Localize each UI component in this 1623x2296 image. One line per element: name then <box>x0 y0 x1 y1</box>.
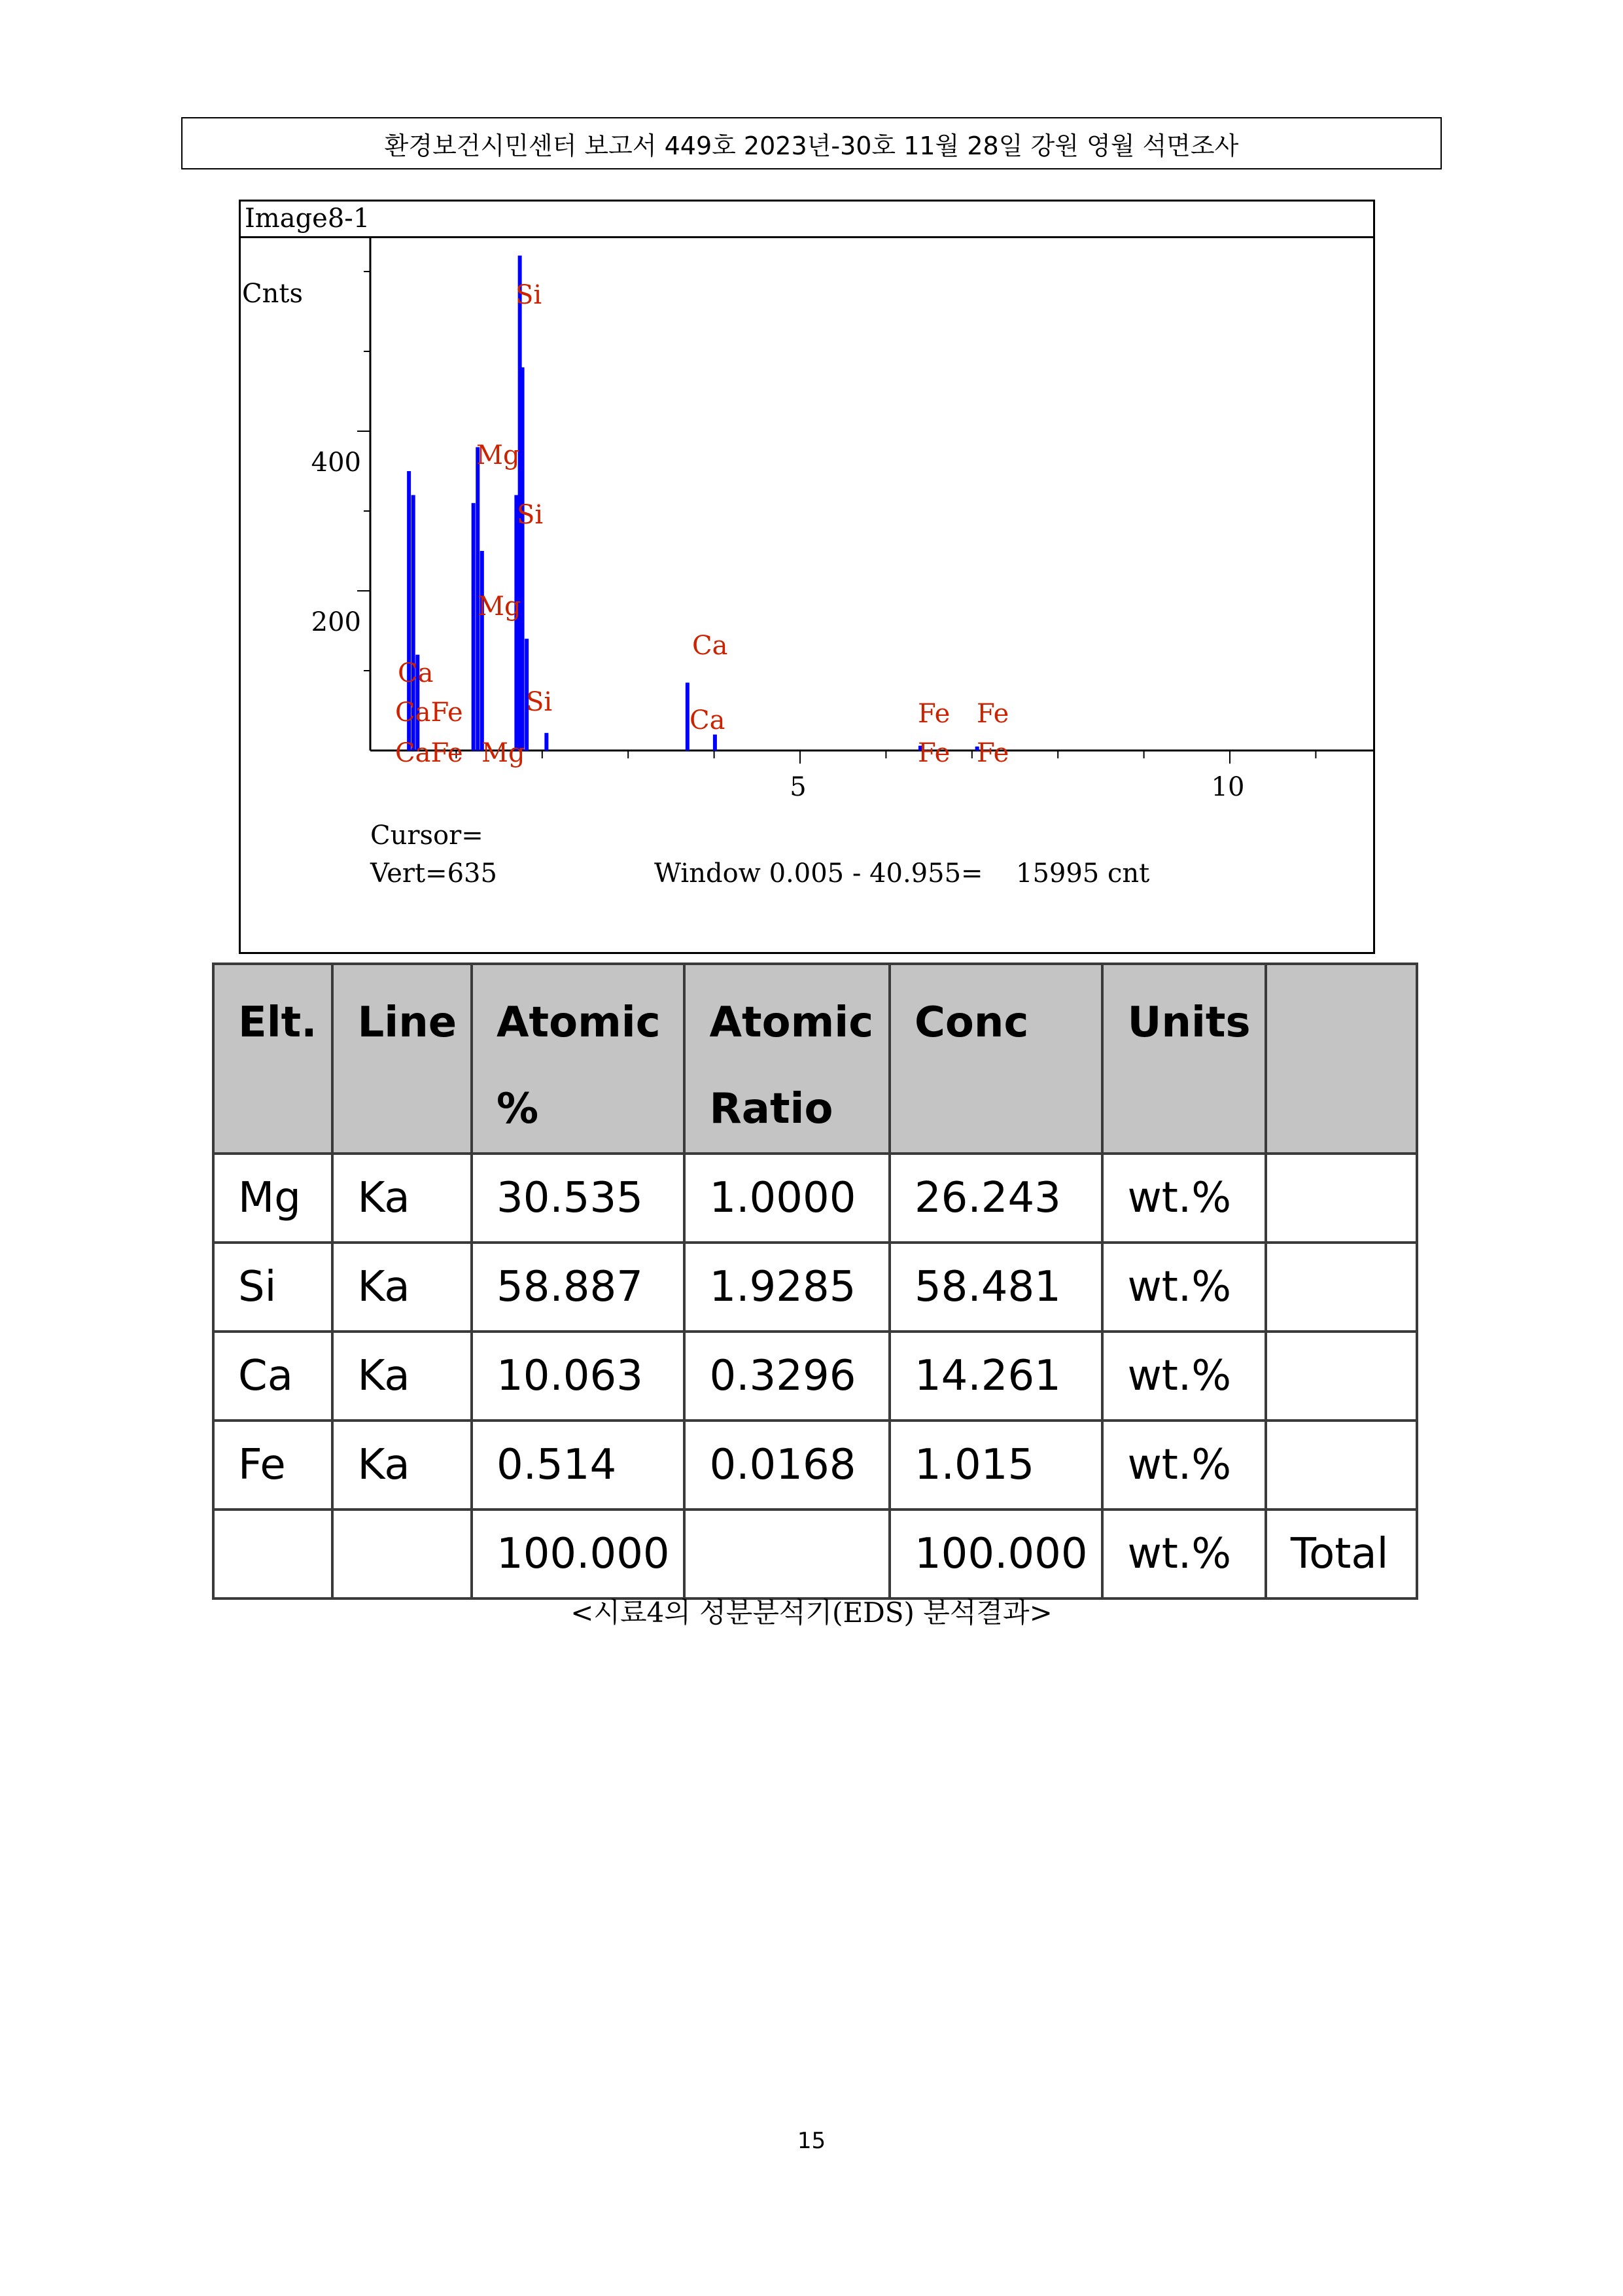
element-label: Si <box>517 500 544 530</box>
x-tick-label-5: 5 <box>790 772 807 802</box>
element-label: Fe <box>977 699 1009 729</box>
table-cell <box>1266 1243 1417 1332</box>
table-row-total <box>213 1510 1417 1598</box>
element-label: Si <box>515 280 542 310</box>
figure-title: Image8-1 <box>241 202 1373 238</box>
table-cell: Ca <box>213 1332 332 1421</box>
table-cell: Si <box>213 1243 332 1332</box>
column-header: Atomic Ratio <box>684 964 889 1154</box>
element-label: Si <box>526 687 553 717</box>
table-row <box>213 1332 1417 1421</box>
spectrum-peak <box>713 735 717 751</box>
table-cell <box>1266 1421 1417 1510</box>
x-tick-label-10: 10 <box>1211 772 1245 802</box>
cursor-label: Cursor= <box>370 821 483 851</box>
table-cell: 58.887 <box>472 1243 685 1332</box>
table-cell: 14.261 <box>890 1332 1103 1421</box>
element-label: Mg <box>476 440 520 470</box>
element-label: Fe <box>918 699 951 729</box>
column-header: Conc <box>890 964 1103 1154</box>
table-cell: Ka <box>332 1332 472 1421</box>
table-cell: wt.% <box>1102 1510 1265 1598</box>
x-axis-ticks <box>456 751 1316 764</box>
table-cell: 0.0168 <box>684 1421 889 1510</box>
element-label: Mg <box>481 738 525 768</box>
spectrum-peak <box>686 682 689 751</box>
table-cell: 100.000 <box>472 1510 685 1598</box>
element-label: CaFe <box>395 698 463 728</box>
element-label: Ca <box>398 658 434 688</box>
window-label: Window 0.005 - 40.955= <box>654 858 983 889</box>
table-cell: Ka <box>332 1243 472 1332</box>
table-cell <box>1266 1154 1417 1243</box>
eds-spectrum-chart <box>241 238 1373 954</box>
column-header: Units <box>1102 964 1265 1154</box>
vert-label: Vert=635 <box>370 858 497 889</box>
table-cell: 100.000 <box>890 1510 1103 1598</box>
element-label: Ca <box>692 631 728 661</box>
count-label: 15995 cnt <box>1016 858 1150 889</box>
table-cell <box>213 1510 332 1598</box>
table-cell: Mg <box>213 1154 332 1243</box>
spectrum-peaks <box>407 256 979 751</box>
y-unit-label: Cnts <box>242 279 303 309</box>
table-cell: 0.3296 <box>684 1332 889 1421</box>
table-cell: 26.243 <box>890 1154 1103 1243</box>
figure-caption: <시료4의 성분분석기(EDS) 분석결과> <box>570 1597 1053 1629</box>
page-number: 15 <box>797 2128 826 2154</box>
table-cell: 0.514 <box>472 1421 685 1510</box>
column-header: Elt. <box>213 964 332 1154</box>
table-cell: 1.015 <box>890 1421 1103 1510</box>
report-header <box>181 117 1442 169</box>
table-cell <box>332 1510 472 1598</box>
table-cell: Ka <box>332 1421 472 1510</box>
eds-spectrum-figure <box>239 200 1375 954</box>
spectrum-peak <box>544 733 548 751</box>
table-cell: 58.481 <box>890 1243 1103 1332</box>
table-row <box>213 1421 1417 1510</box>
report-header-text: 환경보건시민센터 보고서 449호 2023년-30호 11월 28일 강원 영월 석면조사 <box>384 131 1239 160</box>
element-label: Fe <box>977 738 1009 768</box>
table-cell: wt.% <box>1102 1332 1265 1421</box>
y-tick-label-200: 200 <box>311 607 361 637</box>
table-cell: Total <box>1266 1510 1417 1598</box>
y-tick-label-400: 400 <box>311 448 361 478</box>
element-labels <box>395 280 1009 768</box>
table-cell: Ka <box>332 1154 472 1243</box>
table-cell: wt.% <box>1102 1421 1265 1510</box>
table-header-row <box>213 964 1417 1154</box>
table-row <box>213 1243 1417 1332</box>
spectrum-peak <box>480 551 484 751</box>
table-cell: Fe <box>213 1421 332 1510</box>
table-cell: 1.0000 <box>684 1154 889 1243</box>
table-cell <box>684 1510 889 1598</box>
table-row <box>213 1154 1417 1243</box>
table-cell: wt.% <box>1102 1154 1265 1243</box>
element-label: CaFe <box>395 738 463 768</box>
table-cell: 30.535 <box>472 1154 685 1243</box>
element-label: Mg <box>478 592 521 622</box>
table-cell <box>1266 1332 1417 1421</box>
column-header: Line <box>332 964 472 1154</box>
element-label: Ca <box>689 705 725 735</box>
spectrum-peak <box>514 495 518 751</box>
element-label: Fe <box>918 738 951 768</box>
spectrum-peak <box>472 503 476 751</box>
column-header <box>1266 964 1417 1154</box>
table-cell: 1.9285 <box>684 1243 889 1332</box>
column-header: Atomic % <box>472 964 685 1154</box>
table-cell: wt.% <box>1102 1243 1265 1332</box>
spectrum-peak <box>521 367 525 751</box>
table-cell: 10.063 <box>472 1332 685 1421</box>
eds-results-table <box>212 963 1418 1600</box>
